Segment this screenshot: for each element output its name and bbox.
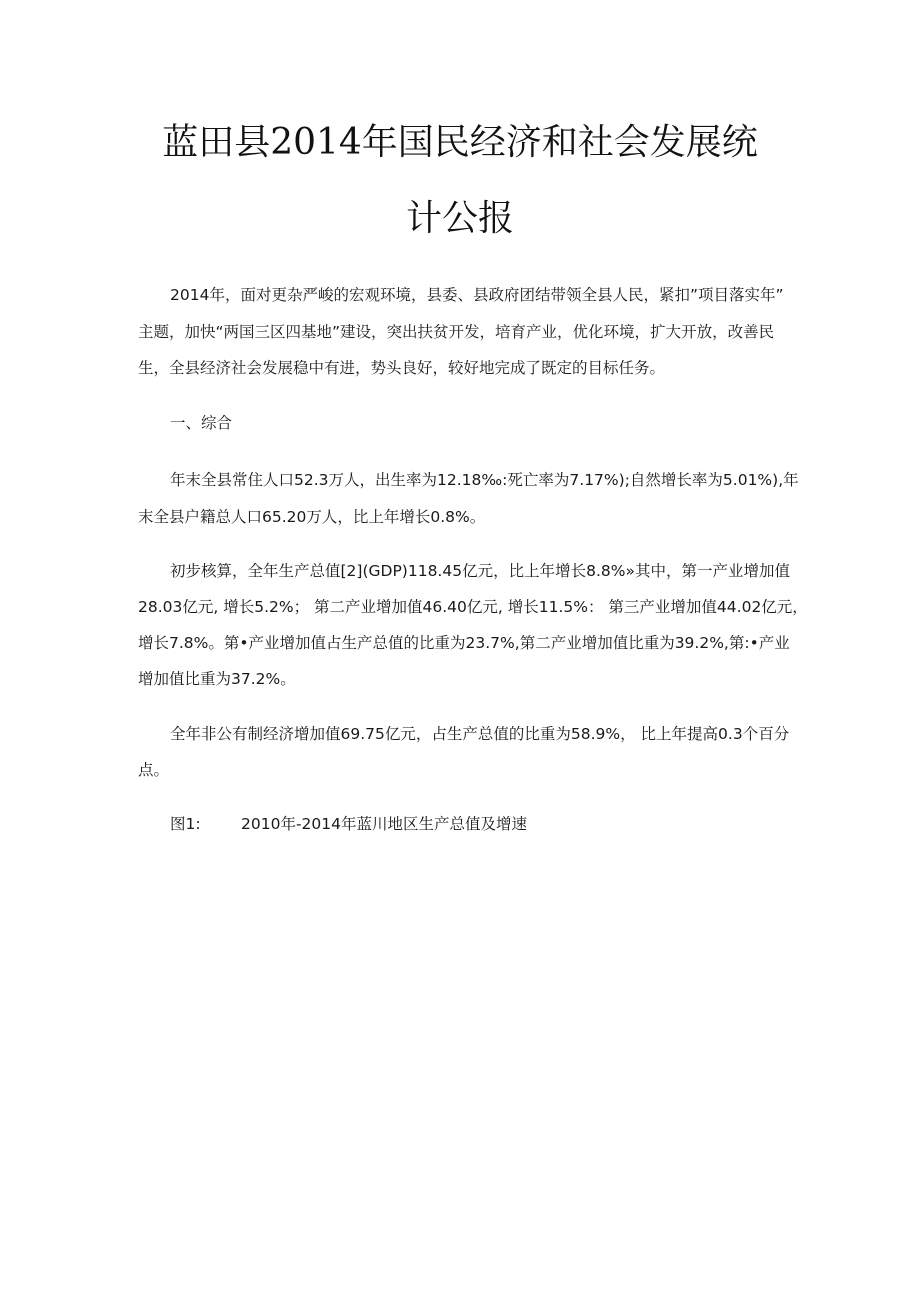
figure-label: 图1: [170,815,201,833]
gdp-line-1: 初步核算，全年生产总值[2](GDP)118.45亿元，比上年增长8.8%»其中，第一产业增加值 [170,562,790,580]
gdp-line-2: 28.03亿元, 增长5.2%； 第二产业增加值46.40亿元, 增长11.5%： 第三产业增加值44.02亿元， [138,598,808,616]
population-line-1: 年末全县常住人口52.3万人，出生率为12.18‰:死亡率为7.17%);自然增长率为5.01%),年 [170,471,799,489]
intro-line-3: 生，全县经济社会发展稳中有进，势头良好，较好地完成了既定的目标任务。 [138,359,666,377]
nonpublic-line-1: 全年非公有制经济增加值69.75亿元，占生产总值的比重为58.9%， 比上年提高0.3个百分 [170,725,790,743]
intro-line-2: 主题，加快“两国三区四基地”建设，突出扶贫开发，培育产业，优化环境，扩大开放，改善民 [138,323,775,341]
gdp-line-3: 增长7.8%。第•产业增加值占生产总值的比重为23.7%,第二产业增加值比重为39.2%,第:•产业 [138,634,790,652]
gdp-line-4: 增加值比重为37.2%。 [138,670,296,688]
section-heading-general: 一、综合 [170,414,233,432]
intro-line-1: 2014年，面对更杂严峻的宏观环境，县委、县政府团结带领全县人民，紧扣”项目落实年” [170,286,784,304]
report-title-line-1: 蓝田县2014年国民经济和社会发展统 [162,122,758,163]
nonpublic-line-2: 点。 [138,761,170,779]
figure-title: 2010年-2014年蓝川地区生产总值及增速 [241,815,527,833]
population-line-2: 末全县户籍总人口65.20万人，比上年增长0.8%。 [138,508,486,526]
report-title-line-2: 计公报 [405,198,514,239]
